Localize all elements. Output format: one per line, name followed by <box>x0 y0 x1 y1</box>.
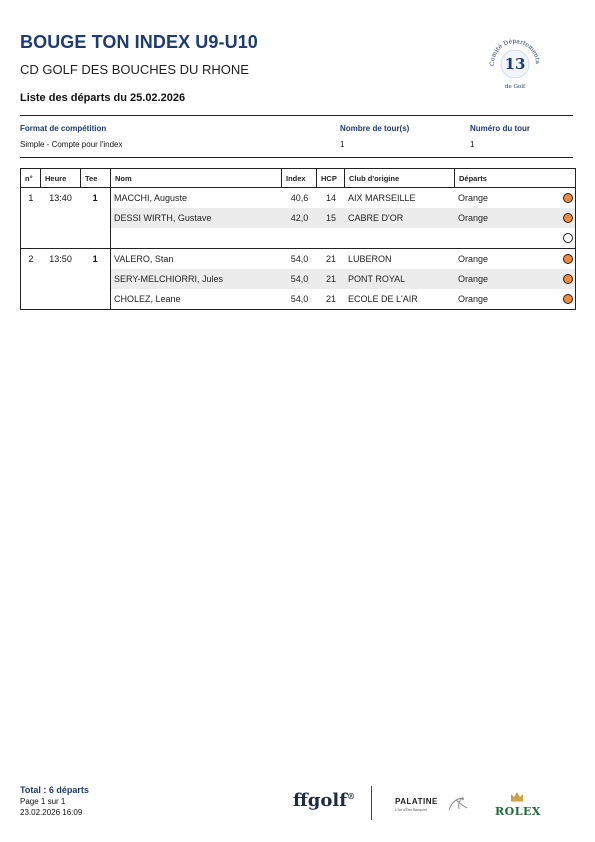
registered-mark: ® <box>346 791 355 801</box>
meta-rule <box>20 157 573 158</box>
ffgolf-wordmark: ffgolf <box>293 790 347 811</box>
departure-color-dot <box>563 274 573 284</box>
player-index: 54,0 <box>290 254 309 264</box>
palatine-wordmark: PALATINE <box>395 797 438 806</box>
player-hcp: 21 <box>325 274 336 284</box>
ffgolf-logo <box>293 790 355 811</box>
player-name: SERY-MELCHIORRI, Jules <box>114 274 224 284</box>
table-header <box>21 169 575 188</box>
tee-number: 1 <box>92 254 98 264</box>
total-departures: Total : 6 départs <box>20 785 89 795</box>
player-departure: Orange <box>458 254 489 264</box>
palatine-tagline: L'Art d'Être Banquier <box>395 808 428 812</box>
player-name: MACCHI, Auguste <box>114 193 188 203</box>
player-index: 40,6 <box>290 193 309 203</box>
player-name: CHOLEZ, Leane <box>114 294 181 304</box>
header-tee: Tee <box>81 169 111 187</box>
start-list-table <box>20 168 576 310</box>
header-name: Nom <box>111 169 282 187</box>
player-name: DESSI WIRTH, Gustave <box>114 213 212 223</box>
format-label: Format de compétition <box>20 124 107 133</box>
logo-bottom-text: de Golf <box>504 84 526 90</box>
departure-color-dot <box>563 233 573 243</box>
logo-badge: 13 <box>504 55 526 73</box>
start-list-title: Liste des départs du 25.02.2026 <box>20 92 186 104</box>
rounds-value: 1 <box>340 140 345 149</box>
player-row <box>111 289 575 309</box>
player-index: 54,0 <box>290 274 309 284</box>
tee-time: 13:40 <box>49 193 72 203</box>
rounds-label: Nombre de tour(s) <box>340 124 410 133</box>
rolex-wordmark: ROLEX <box>495 805 541 818</box>
player-club: LUBERON <box>348 254 392 264</box>
player-departure: Orange <box>458 274 489 284</box>
player-hcp: 21 <box>325 294 336 304</box>
player-departure: Orange <box>458 213 489 223</box>
rolex-crown-icon <box>509 790 525 802</box>
header-index: Index <box>282 169 317 187</box>
format-value: Simple - Compte pour l'index <box>20 140 123 149</box>
player-hcp: 21 <box>325 254 336 264</box>
header-club: Club d'origine <box>345 169 455 187</box>
player-name: VALERO, Stan <box>114 254 174 264</box>
header-num: n° <box>21 169 41 187</box>
logo-arc-text: Comité Départementa <box>488 37 542 67</box>
header-hcp: HCP <box>317 169 345 187</box>
player-departure: Orange <box>458 193 489 203</box>
group-number: 1 <box>28 193 34 203</box>
player-hcp: 14 <box>325 193 336 203</box>
start-group-1 <box>21 188 575 249</box>
page-number: Page 1 sur 1 <box>20 797 66 806</box>
tee-time: 13:50 <box>49 254 72 264</box>
round-number-label: Numéro du tour <box>470 124 530 133</box>
group-1-info <box>21 188 111 248</box>
tee-number: 1 <box>92 193 98 203</box>
player-row <box>111 188 575 208</box>
player-club: PONT ROYAL <box>348 274 406 284</box>
cd13-golf-logo <box>482 34 548 92</box>
print-timestamp: 23.02.2026 16:09 <box>20 808 83 817</box>
empty-player-row <box>111 228 575 248</box>
player-club: AIX MARSEILLE <box>348 193 416 203</box>
departure-color-dot <box>563 213 573 223</box>
sponsor-divider <box>371 786 372 820</box>
palatine-horse-icon <box>446 794 470 814</box>
player-club: CABRE D'OR <box>348 213 404 223</box>
top-rule <box>20 115 573 116</box>
player-club: ECOLE DE L'AIR <box>348 294 418 304</box>
competition-title: BOUGE TON INDEX U9-U10 <box>20 32 258 52</box>
start-group-2 <box>21 249 575 310</box>
player-departure: Orange <box>458 294 489 304</box>
player-row <box>111 269 575 289</box>
round-number-value: 1 <box>470 140 475 149</box>
player-index: 54,0 <box>290 294 309 304</box>
departure-color-dot <box>563 193 573 203</box>
group-2-info <box>21 249 111 309</box>
header-time: Heure <box>41 169 81 187</box>
group-number: 2 <box>28 254 34 264</box>
header-departs: Départs <box>459 173 487 183</box>
departure-color-dot <box>563 294 573 304</box>
player-row <box>111 249 575 269</box>
player-hcp: 15 <box>325 213 336 223</box>
organizer-name: CD GOLF DES BOUCHES DU RHONE <box>20 62 249 77</box>
player-row <box>111 208 575 228</box>
player-index: 42,0 <box>290 213 309 223</box>
departure-color-dot <box>563 254 573 264</box>
